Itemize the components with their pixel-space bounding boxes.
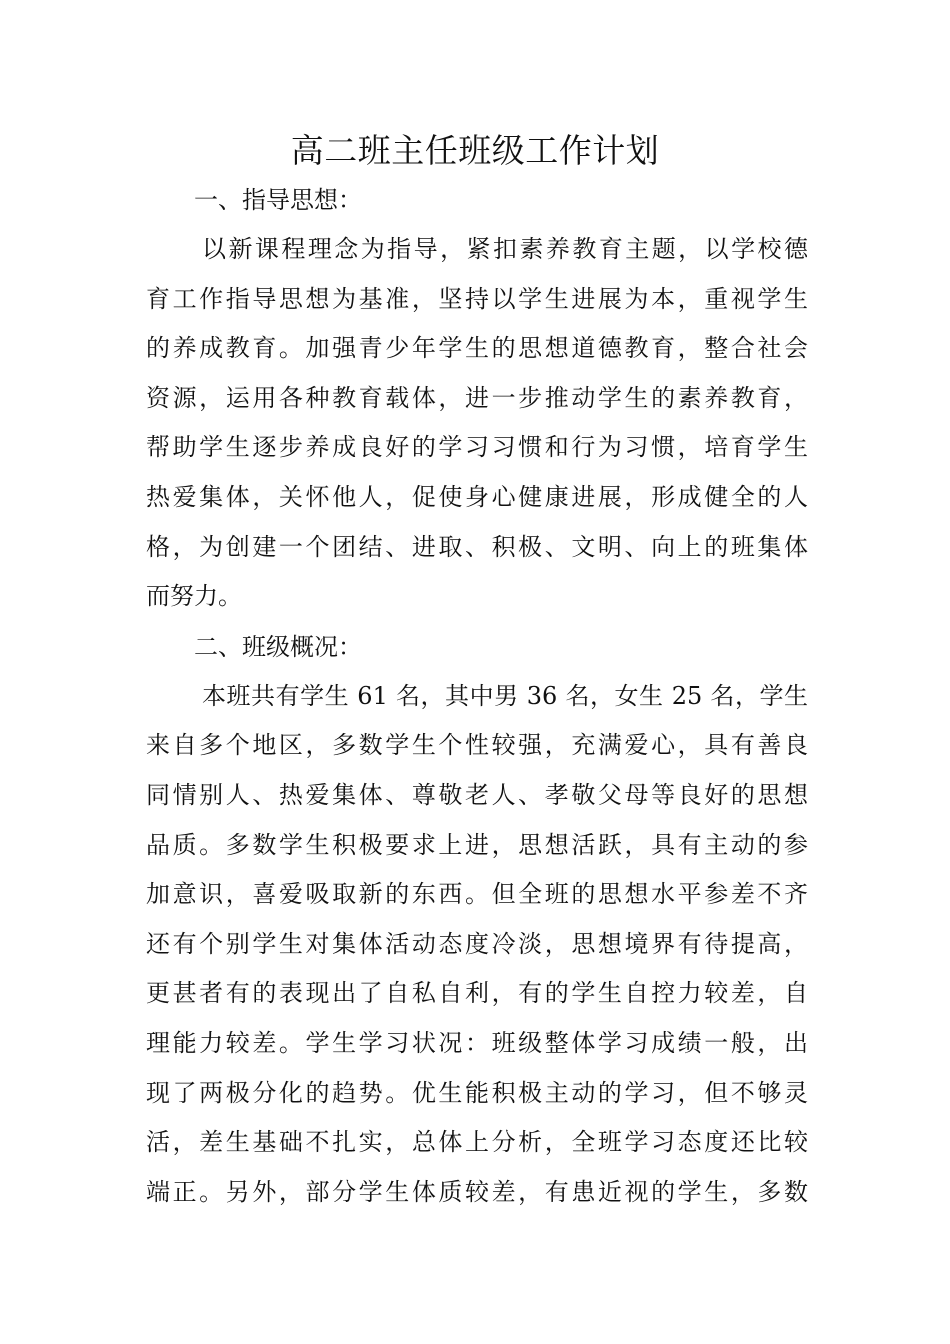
paragraph-line: 资源，运用各种教育载体，进一步推动学生的素养教育， xyxy=(146,383,808,412)
paragraph-line: 更甚者有的表现出了自私自利，有的学生自控力较差，自 xyxy=(146,979,808,1008)
paragraph-line: 同情别人、热爱集体、尊敬老人、孝敬父母等良好的思想 xyxy=(146,780,808,809)
paragraph-line: 帮助学生逐步养成良好的学习习惯和行为习惯，培育学生 xyxy=(146,433,808,462)
document-title: 高二班主任班级工作计划 xyxy=(290,131,660,170)
paragraph-line: 格，为创建一个团结、进取、积极、文明、向上的班集体 xyxy=(146,532,808,561)
document-body xyxy=(146,175,808,1217)
paragraph-line: 加意识，喜爱吸取新的东西。但全班的思想水平参差不齐 xyxy=(146,880,808,909)
section-heading-guiding-thought: 一、指导思想： xyxy=(194,186,362,214)
paragraph-line: 育工作指导思想为基准，坚持以学生进展为本，重视学生 xyxy=(146,284,808,313)
paragraph-line: 热爱集体，关怀他人，促使身心健康进展，形成健全的人 xyxy=(146,482,808,511)
paragraph-line: 还有个别学生对集体活动态度冷淡，思想境界有待提高， xyxy=(146,929,808,958)
paragraph-line: 理能力较差。学生学习状况：班级整体学习成绩一般，出 xyxy=(146,1028,808,1057)
paragraph-line: 现了两极分化的趋势。优生能积极主动的学习，但不够灵 xyxy=(146,1078,808,1107)
paragraph-line: 品质。多数学生积极要求上进，思想活跃，具有主动的参 xyxy=(146,830,808,859)
paragraph-line: 来自多个地区，多数学生个性较强，充满爱心，具有善良 xyxy=(146,731,808,760)
section-paragraph-class-overview xyxy=(146,672,808,1218)
paragraph-line: 而努力。 xyxy=(146,582,242,611)
section-heading-class-overview: 二、班级概况： xyxy=(194,632,362,661)
paragraph-line: 端正。另外，部分学生体质较差，有患近视的学生，多数 xyxy=(146,1177,808,1206)
paragraph-line: 的养成教育。加强青少年学生的思想道德教育，整合社会 xyxy=(146,334,808,363)
paragraph-line: 本班共有学生 61 名，其中男 36 名，女生 25 名，学生 xyxy=(202,681,808,710)
section-paragraph-guiding-thought xyxy=(146,225,808,622)
paragraph-line: 以新课程理念为指导，紧扣素养教育主题，以学校德 xyxy=(202,235,808,263)
paragraph-line: 活，差生基础不扎实，总体上分析，全班学习态度还比较 xyxy=(146,1128,808,1157)
